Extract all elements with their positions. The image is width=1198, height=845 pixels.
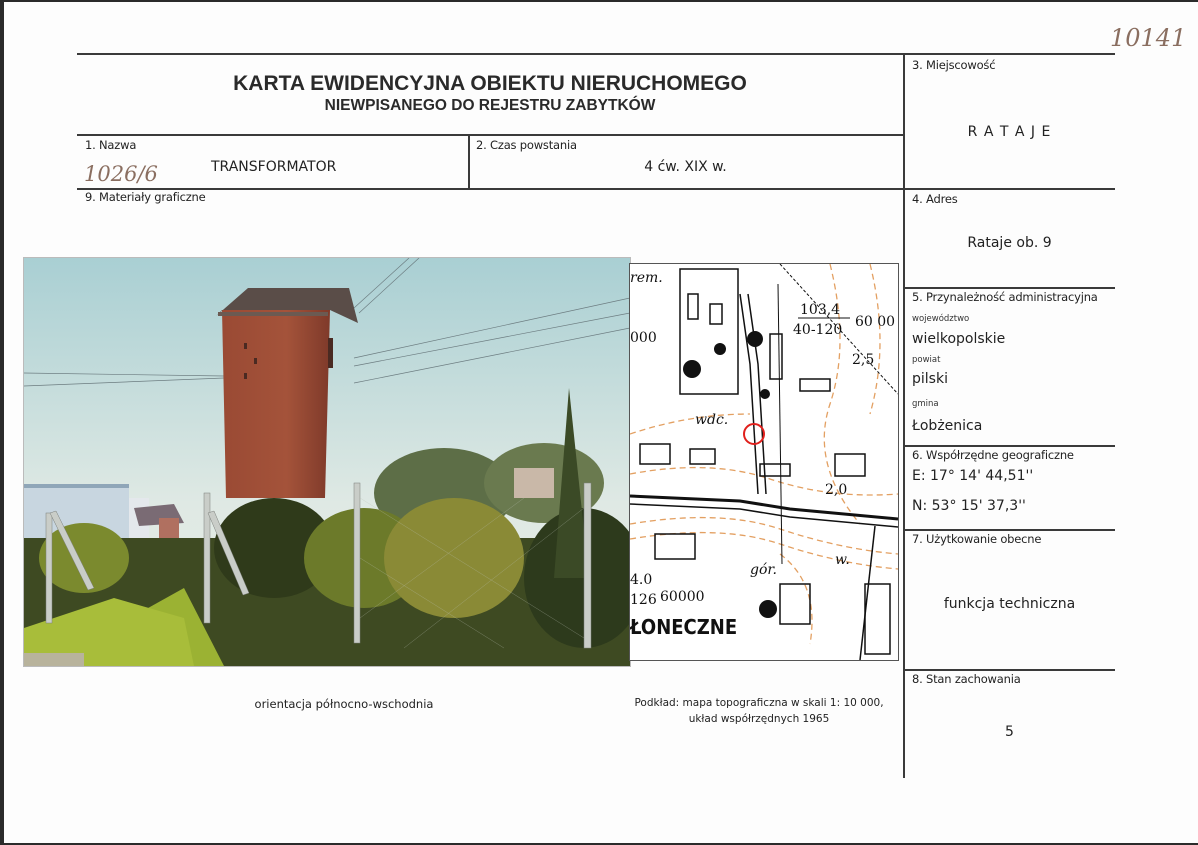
row-rule-5 [904, 529, 1115, 531]
commune-value: Łobżenica [912, 418, 983, 434]
commune-label: gmina [912, 399, 939, 409]
photo-caption: orientacja północno-wschodnia [254, 697, 434, 711]
locality-label: 3. Miejscowość [912, 58, 996, 72]
map-label-rem: rem. [630, 270, 663, 286]
address-value: Rataje ob. 9 [967, 235, 1052, 251]
coordinates-east: E: 17° 14' 44,51'' [912, 468, 1034, 484]
archive-number-handwritten: 10141 [1110, 24, 1187, 52]
svg-text:40-120: 40-120 [793, 322, 843, 338]
svg-text:000: 000 [630, 330, 657, 346]
top-rule [77, 53, 1115, 55]
row-rule-6 [904, 669, 1115, 671]
row-rule-3 [904, 287, 1115, 289]
svg-text:60 00: 60 00 [855, 314, 896, 330]
county-label: powiat [912, 355, 941, 365]
document-subtitle: NIEWPISANEGO DO REJESTRU ZABYTKÓW [324, 97, 656, 114]
svg-text:gór.: gór. [750, 562, 777, 578]
svg-text:4.0: 4.0 [630, 572, 653, 588]
current-use-label: 7. Użytkowanie obecne [912, 532, 1042, 546]
name-value: TRANSFORMATOR [211, 159, 337, 175]
svg-text:103,4: 103,4 [800, 302, 841, 318]
county-value: pilski [912, 371, 948, 387]
svg-text:wdc.: wdc. [695, 412, 729, 428]
address-label: 4. Adres [912, 192, 958, 206]
svg-text:2,0: 2,0 [825, 482, 848, 498]
row-rule-1 [77, 134, 903, 136]
svg-text:ŁONECZNE: ŁONECZNE [630, 616, 738, 640]
coordinates-label: 6. Współrzędne geograficzne [912, 448, 1074, 462]
locality-value: R A T A J E [967, 124, 1052, 140]
svg-text:126: 126 [630, 592, 657, 608]
svg-text:60000: 60000 [660, 589, 705, 605]
map-caption-line2: układ współrzędnych 1965 [688, 713, 830, 725]
inventory-number-handwritten: 1026/6 [84, 162, 158, 186]
name-label: 1. Nazwa [85, 138, 137, 152]
svg-text:2,5: 2,5 [852, 352, 875, 368]
administrative-label: 5. Przynależność administracyjna [912, 290, 1098, 304]
transformer-photo [23, 257, 631, 667]
record-card-page [4, 2, 1198, 843]
voivodeship-label: województwo [912, 314, 970, 324]
condition-label: 8. Stan zachowania [912, 672, 1021, 686]
creation-time-label: 2. Czas powstania [476, 138, 577, 152]
creation-time-value: 4 ćw. XIX w. [644, 159, 727, 175]
row-rule-4 [904, 445, 1115, 447]
graphics-label: 9. Materiały graficzne [85, 190, 206, 204]
svg-text:w.: w. [835, 552, 850, 568]
voivodeship-value: wielkopolskie [912, 331, 1006, 347]
topographic-map [629, 263, 899, 661]
coordinates-north: N: 53° 15' 37,3'' [912, 498, 1026, 514]
row-rule-2 [77, 188, 1115, 190]
document-title: KARTA EWIDENCYJNA OBIEKTU NIERUCHOMEGO [233, 72, 747, 95]
condition-value: 5 [1005, 724, 1014, 740]
map-caption-line1: Podkład: mapa topograficzna w skali 1: 10 000, [634, 697, 884, 709]
current-use-value: funkcja techniczna [943, 596, 1076, 612]
